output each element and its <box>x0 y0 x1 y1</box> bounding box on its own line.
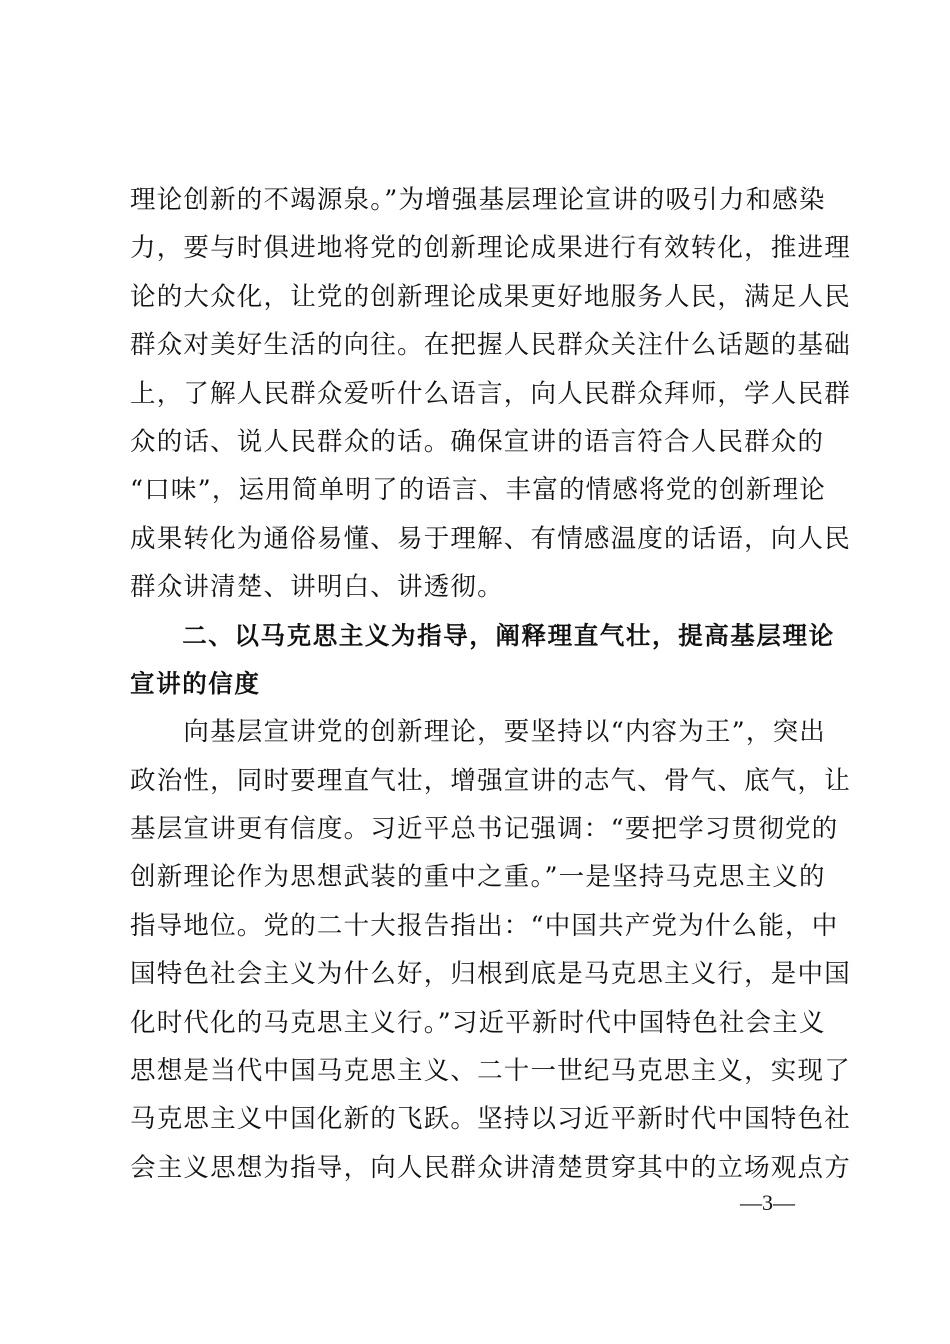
body-line: “口味”，运用简单明了的语言、丰富的情感将党的创新理论 <box>130 475 826 506</box>
body-line: 指导地位。党的二十大报告指出：“中国共产党为什么能，中 <box>130 910 839 941</box>
body-line: 思想是当代中国马克思主义、二十一世纪马克思主义，实现了 <box>130 1056 851 1087</box>
body-line: 化时代化的马克思主义行。”习近平新时代中国特色社会主义 <box>130 1007 826 1038</box>
body-line: 上，了解人民群众爱听什么语言，向人民群众拜师，学人民群 <box>130 378 851 409</box>
body-line: 群众对美好生活的向往。在把握人民群众关注什么话题的基础 <box>130 330 851 361</box>
body-line: 向基层宣讲党的创新理论，要坚持以“内容为王”，突出 <box>130 717 826 748</box>
page-number: —3— <box>740 1190 795 1215</box>
body-line: 创新理论作为思想武装的重中之重。”一是坚持马克思主义的 <box>130 862 826 893</box>
body-line: 力，要与时俱进地将党的创新理论成果进行有效转化，推进理 <box>130 233 851 264</box>
body-line: 政治性，同时要理直气壮，增强宣讲的志气、骨气、底气，让 <box>130 765 851 796</box>
section-heading-line: 二、以马克思主义为指导，阐释理直气壮，提高基层理论 <box>130 620 835 650</box>
section-heading-line: 宣讲的信度 <box>130 668 261 698</box>
body-line: 马克思主义中国化新的飞跃。坚持以习近平新时代中国特色社 <box>130 1104 851 1135</box>
body-line: 论的大众化，让党的创新理论成果更好地服务人民，满足人民 <box>130 281 851 312</box>
body-line: 理论创新的不竭源泉。”为增强基层理论宣讲的吸引力和感染 <box>130 185 826 215</box>
body-line: 会主义思想为指导，向人民群众讲清楚贯穿其中的立场观点方 <box>130 1152 851 1183</box>
body-line: 成果转化为通俗易懂、易于理解、有情感温度的话语，向人民 <box>130 523 851 554</box>
body-line: 群众讲清楚、讲明白、讲透彻。 <box>130 572 504 603</box>
body-line: 基层宣讲更有信度。习近平总书记强调：“要把学习贯彻党的 <box>130 814 839 845</box>
body-text <box>130 176 851 1192</box>
body-line: 众的话、说人民群众的话。确保宣讲的语言符合人民群众的 <box>130 426 825 457</box>
body-line: 国特色社会主义为什么好，归根到底是马克思主义行，是中国 <box>130 959 851 990</box>
